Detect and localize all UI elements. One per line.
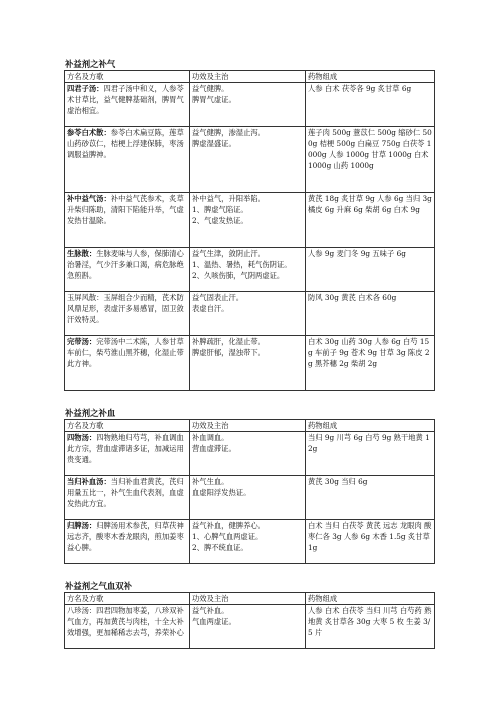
effect-line: 1、心脾气血两虚证。: [192, 532, 263, 541]
effect-line: 表虚自汗。: [192, 304, 229, 313]
section-buqi: [64, 58, 434, 391]
formula-verse: 四君子汤中和义，人参苓术甘草比，益气健脾基础剂，脾胃气虚治相宜。: [67, 84, 184, 115]
effect-line: 血虚阳浮发热证。: [192, 488, 251, 497]
herbs-cell: 莲子肉 500g 薏苡仁 500g 缩砂仁 500g 桔梗 500g 白扁豆 750g 白茯苓 1000g 人参 1000g 甘草 1000g 白术 1000g 山药 1000g: [306, 127, 435, 193]
table-row: [65, 520, 435, 564]
effect-line: 气血两虚证。: [192, 617, 236, 626]
effect-line: 补血调血。: [192, 433, 229, 442]
table-header-row: [65, 593, 435, 605]
effect-line: 2、气虚发热证。: [192, 216, 248, 225]
column-header-effects: 功效及主治: [190, 593, 306, 605]
formula-cell: [65, 193, 190, 248]
effect-line: 脾虚湿盛证。: [192, 139, 236, 148]
formula-cell: [65, 83, 190, 127]
formula-verse: 完带汤中二术陈，人参甘草车前仁，柴芍淮山黑芥穗，化湿止带此方神。: [67, 337, 184, 368]
formula-cell: 八珍汤：四君四物加枣姜，八珍双补气血方，再加黄芪与肉桂，十全大补效增强，更加稀稀志去芎，养荣补心: [65, 605, 190, 649]
effect-line: 益气健脾，渗湿止泻。: [192, 128, 265, 137]
section-title: 补益剂之气血双补: [65, 581, 132, 591]
formula-cell: [65, 336, 190, 391]
herbs-cell: 人参 白术 白茯苓 当归 川芎 白芍药 熟地黄 炙甘草各 30g 大枣 5 枚 生姜 3/5 片: [306, 605, 435, 649]
section-title: 补益剂之补血: [65, 408, 116, 418]
herbs-cell: 白术 当归 白茯苓 黄芪 远志 龙眼肉 酸枣仁各 3g 人参 6g 木香 1.5g 炙甘草 1g: [306, 520, 435, 564]
formula-name: 归脾汤：: [67, 521, 97, 530]
formula-verse: 当归补血君黄芪，芪归用量五比一，补气生血代表剂，血虚发热此方宜。: [67, 477, 184, 508]
effect-line: 益气生津，敛阴止汗。: [192, 249, 265, 258]
formula-table: [64, 419, 435, 564]
table-row: [65, 476, 435, 520]
effect-line: 营血虚滞证。: [192, 444, 236, 453]
column-header-formula: 方名及方歌: [65, 593, 190, 605]
effects-cell: [190, 432, 306, 476]
effects-cell: [190, 193, 306, 248]
section-qixue-shuangbu: [64, 580, 434, 649]
table-header-row: [65, 420, 435, 432]
table-row: [65, 292, 435, 336]
table-row: [65, 193, 435, 248]
formula-verse: 生脉麦味与人参，保肺清心治暑淫，气少汗多兼口渴，病危脉绝急煎斟。: [67, 249, 184, 280]
formula-name: 完带汤：: [67, 337, 97, 346]
herbs-cell: 人参 白术 茯苓各 9g 炙甘草 6g: [306, 83, 435, 127]
formula-name: 生脉散：: [67, 249, 97, 258]
effects-cell: [190, 248, 306, 292]
effects-cell: [190, 292, 306, 336]
formula-cell: [65, 432, 190, 476]
formula-name: 参苓白术散：: [67, 128, 111, 137]
effects-cell: [190, 520, 306, 564]
effects-cell: [190, 476, 306, 520]
herbs-cell: 当归 9g 川芎 6g 白芍 9g 熟干地黄 12g: [306, 432, 435, 476]
effect-line: 益气补血。: [192, 606, 229, 615]
formula-name: 四君子汤：: [67, 84, 104, 93]
formula-cell: [65, 520, 190, 564]
formula-table: [64, 592, 435, 649]
formula-cell: [65, 476, 190, 520]
effects-cell: [190, 605, 306, 649]
section-buxue: [64, 407, 434, 564]
table-row: [65, 432, 435, 476]
effect-line: 2、脾不统血证。: [192, 543, 248, 552]
formula-table: [64, 70, 435, 391]
formula-verse: 参苓白术扁豆陈，莲草山药砂苡仁，桔梗上浮建保肺，枣汤调服益脾神。: [67, 128, 184, 159]
herbs-cell: 黄芪 30g 当归 6g: [306, 476, 435, 520]
effect-line: 1、温热、暑热，耗气伤阴证。: [192, 260, 292, 269]
formula-cell: 玉屏风散：玉屏组合少而精，芪术防风鼎足形，表虚汗多易感冒，固卫敛汗效特灵。: [65, 292, 190, 336]
document-page: [64, 58, 434, 665]
formula-name: 补中益气汤：: [67, 194, 111, 203]
effects-cell: [190, 83, 306, 127]
formula-name: 四物汤：: [67, 433, 97, 442]
effect-line: 益气固表止汗。: [192, 293, 244, 302]
table-row: [65, 605, 435, 649]
formula-verse: 四物熟地归芍芎，补血调血此方宗，营血虚滞诸多证，加减运用贵变通。: [67, 433, 184, 464]
table-row: [65, 83, 435, 127]
formula-cell: [65, 248, 190, 292]
table-header-row: [65, 71, 435, 83]
effect-line: 补气生血。: [192, 477, 229, 486]
column-header-formula: 方名及方歌: [65, 71, 190, 83]
table-row: [65, 336, 435, 391]
formula-verse: 归脾汤用术参芪，归草茯神远志齐，酸枣木香龙眼肉，煎加姜枣益心脾。: [67, 521, 184, 552]
effects-cell: [190, 336, 306, 391]
formula-verse: 补中益气芪参术，炙草升柴归陈助，清阳下陷能升举，气虚发热甘温除。: [67, 194, 184, 225]
herbs-cell: 白术 30g 山药 30g 人参 6g 白芍 15g 车前子 9g 苍术 9g 甘草 3g 陈皮 2g 黑芥穗 2g 柴胡 2g: [306, 336, 435, 391]
column-header-herbs: 药物组成: [306, 71, 435, 83]
effect-line: 脾虚肝郁，湿浊带下。: [192, 348, 265, 357]
table-row: [65, 127, 435, 193]
effect-line: 补中益气，升阳举陷。: [192, 194, 265, 203]
column-header-effects: 功效及主治: [190, 71, 306, 83]
formula-name: 当归补血汤：: [67, 477, 111, 486]
effect-line: 1、脾虚气陷证。: [192, 205, 248, 214]
effect-line: 益气健脾。: [192, 84, 229, 93]
effect-line: 2、久咳伤肺，气阴两虚证。: [192, 271, 285, 280]
formula-cell: [65, 127, 190, 193]
effect-line: 益气补血，健脾养心。: [192, 521, 265, 530]
column-header-effects: 功效及主治: [190, 420, 306, 432]
effect-line: 脾胃气虚证。: [192, 95, 236, 104]
table-row: [65, 248, 435, 292]
section-title: 补益剂之补气: [65, 59, 116, 69]
effects-cell: [190, 127, 306, 193]
column-header-herbs: 药物组成: [306, 420, 435, 432]
herbs-cell: 防风 30g 黄芪 白术各 60g: [306, 292, 435, 336]
herbs-cell: 黄芪 18g 炙甘草 9g 人参 6g 当归 3g 橘皮 6g 升麻 6g 柴胡 6g 白术 9g: [306, 193, 435, 248]
herbs-cell: 人参 9g 麦门冬 9g 五味子 6g: [306, 248, 435, 292]
column-header-formula: 方名及方歌: [65, 420, 190, 432]
effect-line: 补脾疏肝，化湿止带。: [192, 337, 265, 346]
column-header-herbs: 药物组成: [306, 593, 435, 605]
